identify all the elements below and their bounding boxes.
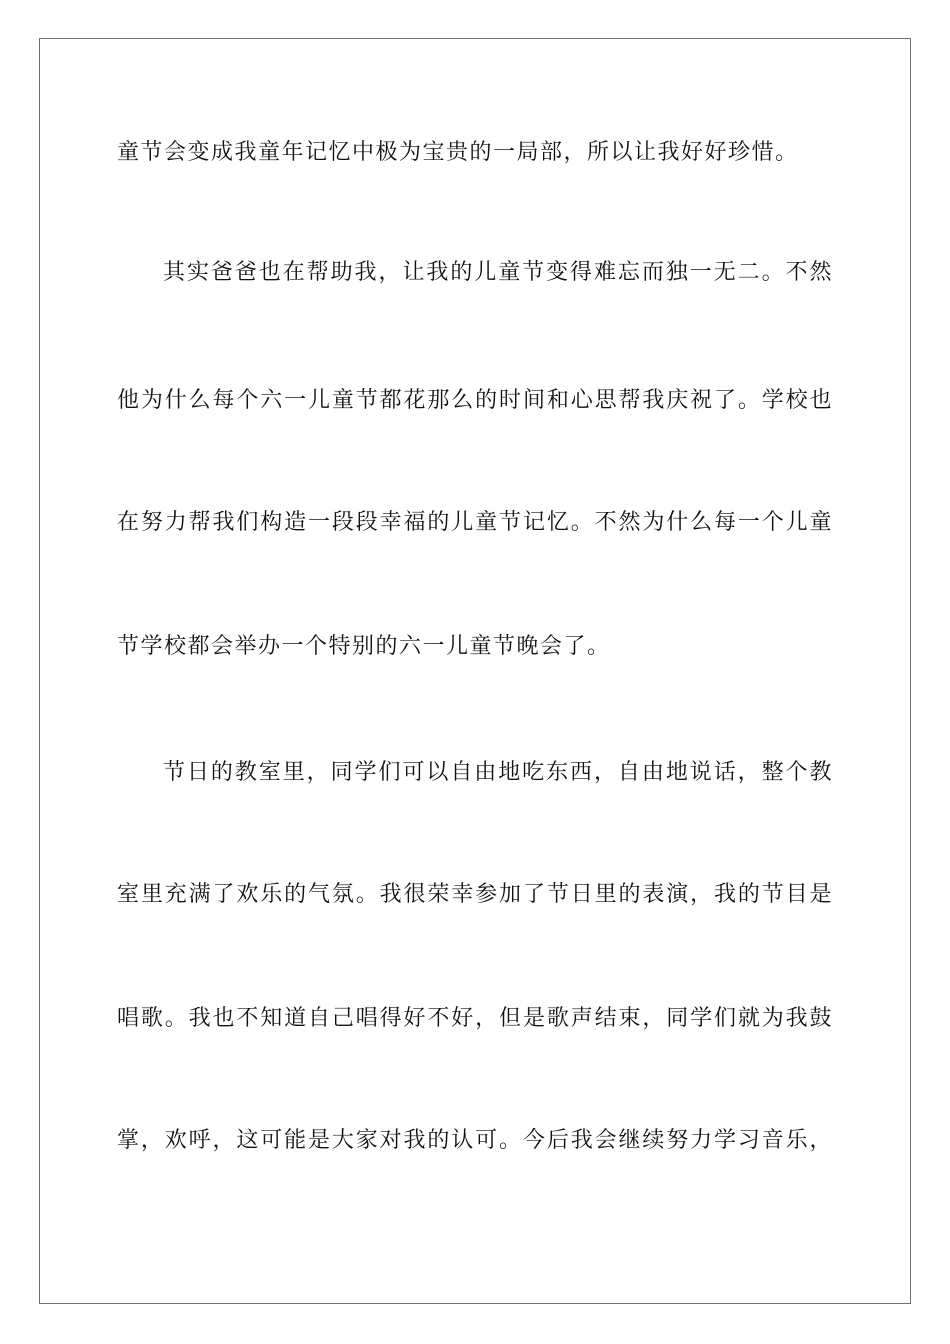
text-line-7: 室里充满了欢乐的气氛。我很荣幸参加了节日里的表演，我的节目是 — [117, 882, 833, 907]
text-line-1: 童节会变成我童年记忆中极为宝贵的一局部，所以让我好好珍惜。 — [117, 140, 799, 165]
text-line-3: 他为什么每个六一儿童节都花那么的时间和心思帮我庆祝了。学校也 — [117, 388, 833, 413]
text-line-5: 节学校都会举办一个特别的六一儿童节晚会了。 — [117, 634, 611, 659]
text-line-2: 其实爸爸也在帮助我，让我的儿童节变得难忘而独一无二。不然 — [163, 260, 833, 285]
text-line-6: 节日的教室里，同学们可以自由地吃东西，自由地说话，整个教 — [163, 760, 833, 785]
text-line-8: 唱歌。我也不知道自己唱得好不好，但是歌声结束，同学们就为我鼓 — [117, 1006, 833, 1031]
text-line-4: 在努力帮我们构造一段段幸福的儿童节记忆。不然为什么每一个儿童 — [117, 510, 833, 535]
page-border — [39, 38, 911, 1304]
text-line-9: 掌，欢呼，这可能是大家对我的认可。今后我会继续努力学习音乐， — [117, 1128, 833, 1153]
